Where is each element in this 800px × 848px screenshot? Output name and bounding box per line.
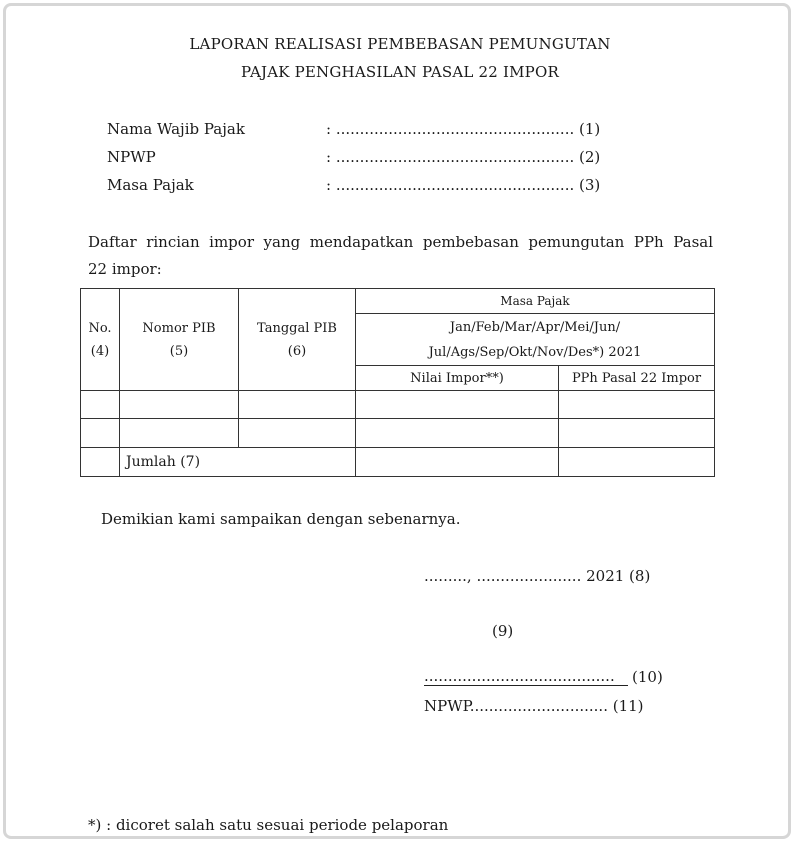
field-value-npwp: : .................................................. (2): [326, 148, 601, 166]
header-nomor-pib: Nomor PIB (5): [120, 289, 239, 391]
signature-ref: (9): [492, 622, 514, 640]
table-row: [81, 391, 715, 419]
place-date-line: ........., ...................... 2021 (8): [424, 567, 651, 585]
field-label-npwp: NPWP: [107, 148, 156, 166]
header-masa-pajak: Masa Pajak: [356, 289, 715, 314]
field-value-masa-pajak: : .................................................. (3): [326, 176, 601, 194]
total-label: Jumlah (7): [120, 448, 356, 477]
table-row: [81, 419, 715, 448]
field-label-nama-wajib-pajak: Nama Wajib Pajak: [107, 120, 245, 138]
name-line: ........................................: [424, 667, 628, 686]
name-ref: (10): [632, 668, 663, 686]
title-line-1: LAPORAN REALISASI PEMBEBASAN PEMUNGUTAN: [189, 35, 611, 53]
header-no: No. (4): [81, 289, 120, 391]
footnote: *) : dicoret salah satu sesuai periode pelaporan: [88, 816, 449, 834]
header-nilai-impor: Nilai Impor**): [356, 366, 559, 391]
import-detail-table: [80, 288, 715, 477]
header-tanggal-pib: Tanggal PIB (6): [239, 289, 356, 391]
closing-statement: Demikian kami sampaikan dengan sebenarnya.: [101, 510, 461, 528]
field-label-masa-pajak: Masa Pajak: [107, 176, 194, 194]
intro-line-2: 22 impor:: [88, 260, 162, 278]
field-value-nama-wajib-pajak: : .................................................. (1): [326, 120, 601, 138]
title-line-2: PAJAK PENGHASILAN PASAL 22 IMPOR: [241, 63, 559, 81]
table-total-row: [81, 448, 715, 477]
npwp-line: NPWP............................. (11): [424, 697, 644, 715]
intro-line-1: Daftar rincian impor yang mendapatkan pembebasan pemungutan PPh Pasal: [88, 233, 714, 251]
header-pph-pasal-22: PPh Pasal 22 Impor: [559, 366, 715, 391]
header-months: Jan/Feb/Mar/Apr/Mei/Jun/ Jul/Ags/Sep/Okt/Nov/Des*) 2021: [356, 314, 715, 366]
